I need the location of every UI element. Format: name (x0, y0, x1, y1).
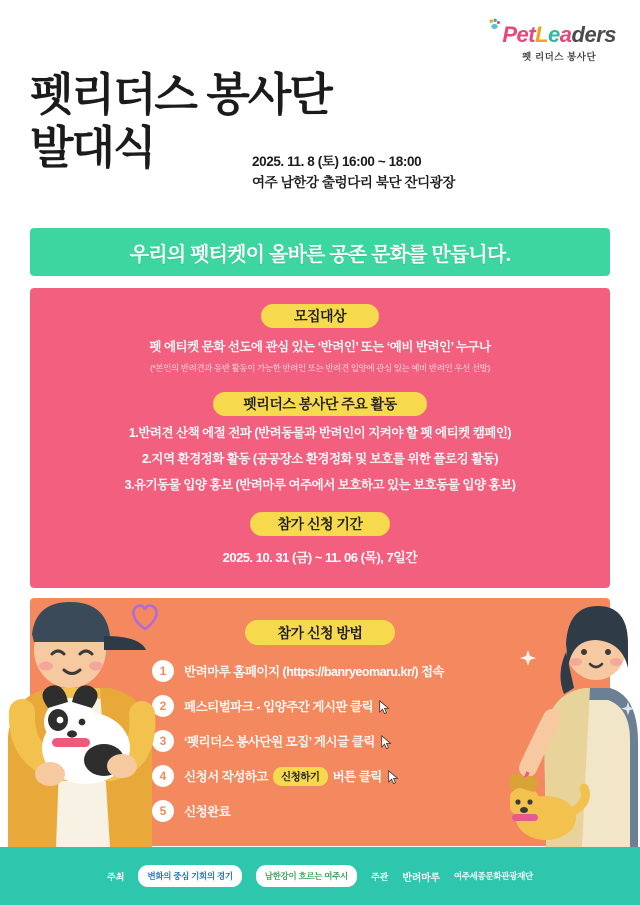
slogan-band (30, 228, 610, 276)
step-text: 반려마루 홈페이지 (https://banryeomaru.kr/) 접속 (184, 665, 445, 679)
brand-logo-subtitle: 펫 리더스 봉사단 (522, 52, 597, 63)
cursor-icon (387, 770, 400, 786)
step-number: 2 (152, 695, 174, 717)
host-badge-gyeonggi: 변화의 중심 기회의 경기 (138, 865, 241, 887)
brand-logo (502, 24, 616, 63)
apply-button[interactable]: 신청하기 (273, 767, 328, 786)
howto-steps (152, 660, 512, 835)
event-meta (252, 152, 455, 194)
step-number: 4 (152, 765, 174, 787)
organizer-banryeomaru: 반려마루 (402, 872, 440, 884)
organizer-label: 주관 (370, 871, 389, 882)
cursor-icon (378, 700, 391, 716)
step-number: 3 (152, 730, 174, 752)
paw-icon (488, 18, 501, 31)
list-item (152, 765, 512, 787)
brand-part-2: L (535, 22, 549, 47)
brand-logo-text (502, 24, 616, 46)
event-datetime: 2025. 11. 8 (토) 16:00 ~ 18:00 (252, 154, 422, 169)
recruit-chip: 모집대상 (261, 304, 379, 328)
host-label: 주최 (107, 871, 125, 882)
list-item (152, 660, 512, 682)
slogan-text: 우리의 펫티켓이 올바른 공존 문화를 만듭니다. (129, 243, 511, 266)
activity-item-3: 3.유기동물 입양 홍보 (반려마루 여주에서 보호하고 있는 보호동물 입양 홍보) (124, 478, 516, 492)
step-text: ‘펫리더스 봉사단원 모집’ 게시글 클릭 (184, 735, 375, 749)
activity-item-1: 1.반려견 산책 에절 전파 (반려동물과 반려인이 지켜야 할 펫 에티켓 캠페인) (128, 425, 512, 440)
recruit-line: 펫 에티켓 문화 선도에 관심 있는 ‘반려인’ 또는 ‘예비 반려인’ 누구나 (149, 340, 491, 354)
activities-chip: 펫리더스 봉사단 주요 활동 (213, 392, 427, 416)
illustration-woman-with-dog (510, 582, 640, 847)
event-place: 여주 남한강 출렁다리 북단 잔디광장 (252, 174, 456, 190)
brand-part-3: e (548, 22, 560, 47)
period-value: 2025. 10. 31 (금) ~ 11. 06 (목), 7일간 (222, 550, 418, 566)
list-item (152, 695, 512, 717)
step-text-after: 버튼 클릭 (332, 770, 382, 784)
heart-icon (128, 599, 162, 633)
activity-item-2: 2.지역 환경정화 활동 (공공장소 환경정화 및 보호를 위한 플로깅 활동) (141, 451, 499, 466)
brand-part-5: ders (571, 22, 616, 47)
page-title-line2: 발대식 (30, 122, 155, 174)
list-item (152, 730, 512, 752)
brand-part-1: Pet (502, 22, 536, 47)
howto-chip: 참가 신청 방법 (245, 620, 395, 645)
info-panel (30, 288, 610, 588)
step-number: 5 (152, 800, 174, 822)
brand-part-4: a (559, 22, 572, 47)
organizer-foundation: 여주세종문화관광재단 (453, 871, 533, 881)
recruit-note: (*본인의 반려견과 동반 활동이 가능한 반려인 또는 반려견 입양에 관심 있는 예비 반려인 우선 선발) (150, 362, 490, 373)
step-text: 페스티벌파크 - 입양주간 게시판 클릭 (184, 700, 374, 714)
footer-bar (0, 847, 640, 905)
page-title-line1: 펫리더스 봉사단 (30, 69, 331, 120)
host-badge-yeoju: 남한강이 흐르는 여주시 (256, 865, 357, 887)
cursor-icon (380, 735, 393, 751)
step-number: 1 (152, 660, 174, 682)
period-chip: 참가 신청 기간 (250, 512, 390, 536)
step-text: 신청서 작성하고 (184, 770, 268, 784)
step-text: 신청완료 (184, 805, 231, 819)
list-item (152, 800, 512, 822)
